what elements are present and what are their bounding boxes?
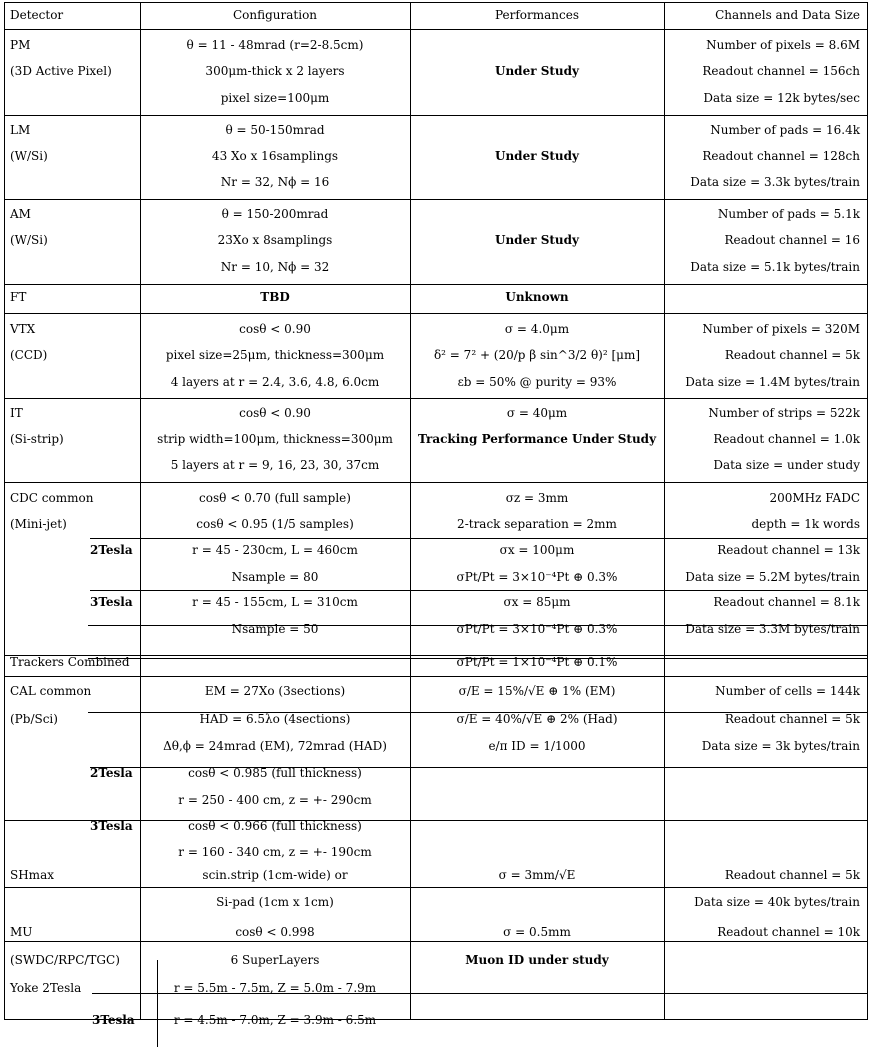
cell-text: 3Tesla xyxy=(90,819,133,833)
cell-text: Trackers Combined xyxy=(10,655,130,669)
cell-text: Number of strips = 522k xyxy=(708,406,860,420)
cell-text: Nr = 10, Nϕ = 32 xyxy=(220,260,330,274)
rule-horizontal xyxy=(4,941,868,942)
cell-text: Readout channel = 156ch xyxy=(702,64,860,78)
cell-text: Readout channel = 5k xyxy=(724,348,860,362)
cell-text: σPt/Pt = 1×10⁻⁴Pt ⊕ 0.1% xyxy=(456,655,618,669)
cell-text: cosθ < 0.90 xyxy=(239,406,311,420)
cell-text: cosθ < 0.966 (full thickness) xyxy=(188,819,362,833)
cell-text: Yoke 2Tesla xyxy=(10,981,82,995)
cell-text: cosθ < 0.90 xyxy=(239,322,311,336)
cell-text: (Si-strip) xyxy=(10,432,64,446)
cell-text: Nsample = 50 xyxy=(231,622,319,636)
cell-text: Number of cells = 144k xyxy=(715,684,860,698)
cell-text: σx = 85μm xyxy=(503,595,571,609)
cell-text: CDC common xyxy=(10,491,94,505)
rule-horizontal xyxy=(4,887,868,888)
rule-vertical xyxy=(867,2,868,1019)
cell-text: 5 layers at r = 9, 16, 23, 30, 37cm xyxy=(170,458,380,472)
cell-text: pixel size=100μm xyxy=(220,91,330,105)
rule-horizontal xyxy=(4,284,868,285)
rule-horizontal xyxy=(4,398,868,399)
cell-text: Under Study xyxy=(494,233,580,247)
cell-text: 2-track separation = 2mm xyxy=(457,517,617,531)
cell-text: VTX xyxy=(10,322,36,336)
cell-text: cosθ < 0.998 xyxy=(235,925,315,939)
cell-text: εb = 50% @ purity = 93% xyxy=(457,375,617,389)
cell-text: Si-pad (1cm x 1cm) xyxy=(216,895,334,909)
rule-horizontal xyxy=(90,590,868,591)
cell-text: Readout channel = 8.1k xyxy=(713,595,860,609)
cell-text: r = 45 - 155cm, L = 310cm xyxy=(192,595,358,609)
cell-text: strip width=100μm, thickness=300μm xyxy=(157,432,393,446)
rule-horizontal xyxy=(4,2,868,3)
rule-vertical xyxy=(410,2,411,1019)
cell-text: 23Xo x 8samplings xyxy=(217,233,333,247)
cell-text: scin.strip (1cm-wide) or xyxy=(202,868,348,882)
rule-vertical xyxy=(140,2,141,1019)
cell-text: MU xyxy=(10,925,33,939)
cell-text: Number of pixels = 320M xyxy=(702,322,860,336)
rule-horizontal xyxy=(4,199,868,200)
cell-text: σPt/Pt = 3×10⁻⁴Pt ⊕ 0.3% xyxy=(456,570,618,584)
cell-text: 300μm-thick x 2 layers xyxy=(205,64,345,78)
cell-text: pixel size=25μm, thickness=300μm xyxy=(165,348,385,362)
cell-text: Data size = 5.1k bytes/train xyxy=(690,260,860,274)
cell-text: depth = 1k words xyxy=(751,517,860,531)
cell-text: θ = 150-200mrad xyxy=(221,207,329,221)
cell-text: σ/E = 40%/√E ⊕ 2% (Had) xyxy=(456,712,618,726)
cell-text: σ = 0.5mm xyxy=(503,925,571,939)
cell-text: (W/Si) xyxy=(10,233,48,247)
cell-text: 2Tesla xyxy=(90,543,133,557)
cell-text: (Mini-jet) xyxy=(10,517,67,531)
cell-text: cosθ < 0.95 (1/5 samples) xyxy=(196,517,354,531)
cell-text: σ = 4.0μm xyxy=(504,322,570,336)
cell-text: Data size = 3.3k bytes/train xyxy=(690,175,860,189)
cell-text: TBD xyxy=(260,290,290,304)
cell-text: SHmax xyxy=(10,868,54,882)
cell-text: r = 5.5m - 7.5m, Z = 5.0m - 7.9m xyxy=(173,981,377,995)
cell-text: 43 Xo x 16samplings xyxy=(211,149,339,163)
cell-text: Readout channel = 128ch xyxy=(702,149,860,163)
cell-text: e/π ID = 1/1000 xyxy=(488,739,586,753)
rule-horizontal xyxy=(4,655,868,656)
rule-horizontal xyxy=(4,482,868,483)
cell-text: σ = 3mm/√E xyxy=(498,868,576,882)
cell-text: (3D Active Pixel) xyxy=(10,64,112,78)
cell-text: IT xyxy=(10,406,23,420)
cell-text: r = 160 - 340 cm, z = +- 190cm xyxy=(178,845,372,859)
cell-text: Data size = 1.4M bytes/train xyxy=(685,375,860,389)
cell-text: FT xyxy=(10,290,27,304)
cell-text: θ = 11 - 48mrad (r=2-8.5cm) xyxy=(186,38,364,52)
cell-text: σx = 100μm xyxy=(499,543,575,557)
cell-text: δ² = 7² + (20/p β sin^3/2 θ)² [μm] xyxy=(433,348,641,362)
rule-vertical xyxy=(4,2,5,1019)
cell-text: Readout channel = 10k xyxy=(717,925,860,939)
cell-text: AM xyxy=(10,207,31,221)
cell-text: CAL common xyxy=(10,684,92,698)
cell-text: σPt/Pt = 3×10⁻⁴Pt ⊕ 0.3% xyxy=(456,622,618,636)
cell-text: θ = 50-150mrad xyxy=(225,123,325,137)
cell-text: σ = 40μm xyxy=(506,406,568,420)
cell-text: 3Tesla xyxy=(92,1013,135,1027)
rule-horizontal xyxy=(4,313,868,314)
rule-horizontal xyxy=(4,29,868,30)
cell-text: cosθ < 0.70 (full sample) xyxy=(199,491,351,505)
cell-text: Data size = 3.3M bytes/train xyxy=(685,622,860,636)
cell-text: HAD = 6.5λo (4sections) xyxy=(199,712,351,726)
cell-text: PM xyxy=(10,38,31,52)
cell-text: Data size = 5.2M bytes/train xyxy=(685,570,860,584)
rule-horizontal xyxy=(4,820,868,821)
cell-text: Δθ,ϕ = 24mrad (EM), 72mrad (HAD) xyxy=(163,739,387,753)
cell-text: Number of pads = 16.4k xyxy=(710,123,860,137)
cell-text: r = 250 - 400 cm, z = +- 290cm xyxy=(178,793,372,807)
rule-horizontal xyxy=(90,538,868,539)
rule-horizontal xyxy=(4,115,868,116)
cell-text: 4 layers at r = 2.4, 3.6, 4.8, 6.0cm xyxy=(170,375,380,389)
cell-text: Readout channel = 1.0k xyxy=(713,432,860,446)
cell-text: 3Tesla xyxy=(90,595,133,609)
cell-text: Readout channel = 13k xyxy=(717,543,860,557)
cell-text: σz = 3mm xyxy=(505,491,569,505)
cell-text: Muon ID under study xyxy=(465,953,609,967)
cell-text: (SWDC/RPC/TGC) xyxy=(10,953,120,967)
cell-text: Nr = 32, Nϕ = 16 xyxy=(220,175,330,189)
cell-text: Number of pads = 5.1k xyxy=(717,207,860,221)
cell-text: (Pb/Sci) xyxy=(10,712,58,726)
cell-text: σ/E = 15%/√E ⊕ 1% (EM) xyxy=(458,684,616,698)
cell-text: Data size = 3k bytes/train xyxy=(701,739,860,753)
cell-text: 2Tesla xyxy=(90,766,133,780)
cell-text: r = 4.5m - 7.0m, Z = 3.9m - 6.5m xyxy=(173,1013,377,1027)
cell-text: 6 SuperLayers xyxy=(230,953,320,967)
cell-text: cosθ < 0.985 (full thickness) xyxy=(188,766,362,780)
cell-text: Data size = 40k bytes/train xyxy=(694,895,860,909)
cell-text: Tracking Performance Under Study xyxy=(417,432,657,446)
cell-text: Under Study xyxy=(494,64,580,78)
cell-text: Channels and Data Size xyxy=(715,8,860,22)
cell-text: 200MHz FADC xyxy=(769,491,860,505)
cell-text: Unknown xyxy=(505,290,569,304)
cell-text: (W/Si) xyxy=(10,149,48,163)
cell-text: Number of pixels = 8.6M xyxy=(706,38,860,52)
cell-text: Under Study xyxy=(494,149,580,163)
cell-text: Data size = under study xyxy=(713,458,860,472)
cell-text: Readout channel = 16 xyxy=(724,233,860,247)
rule-vertical xyxy=(157,960,158,1047)
cell-text: LM xyxy=(10,123,31,137)
cell-text: Detector xyxy=(10,8,64,22)
cell-text: Readout channel = 5k xyxy=(724,712,860,726)
cell-text: (CCD) xyxy=(10,348,48,362)
cell-text: Readout channel = 5k xyxy=(724,868,860,882)
rule-horizontal xyxy=(4,676,868,677)
cell-text: Data size = 12k bytes/sec xyxy=(703,91,860,105)
cell-text: EM = 27Xo (3sections) xyxy=(204,684,346,698)
cell-text: Performances xyxy=(494,8,580,22)
cell-text: Configuration xyxy=(232,8,318,22)
rule-vertical xyxy=(664,2,665,1019)
cell-text: r = 45 - 230cm, L = 460cm xyxy=(192,543,358,557)
cell-text: Nsample = 80 xyxy=(231,570,319,584)
